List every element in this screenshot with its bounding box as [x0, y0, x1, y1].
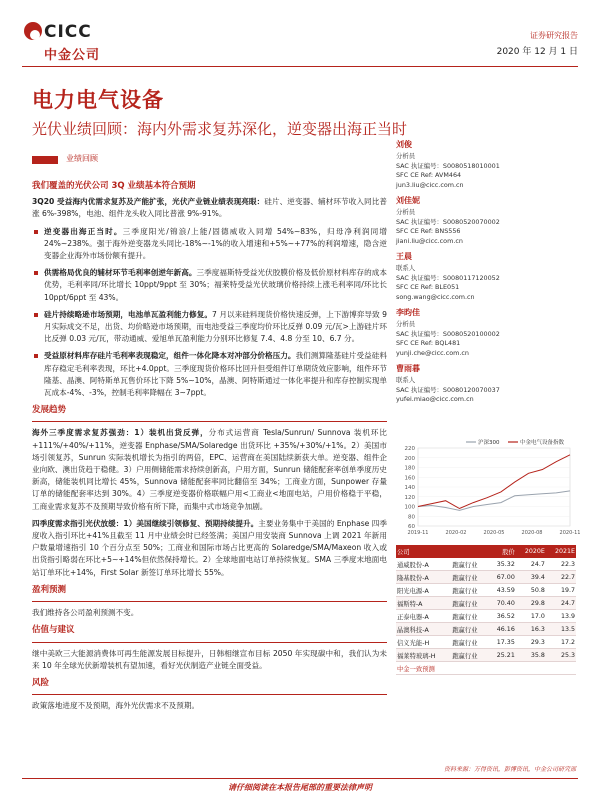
bullet-bold: 受益原材料库存硅片毛利率表现稳定，组件一体化降本对冲部分价格压力。: [44, 351, 296, 361]
bullet-item: [32, 350, 387, 399]
table-row: [396, 623, 576, 636]
bullet-bold: 硅片持续略逊市场预期，电池单瓦盈利能力修复。: [44, 309, 213, 319]
footer-divider: [22, 778, 578, 779]
analyst-sac-id: SAC 执证编号：S0080520100002: [396, 329, 500, 338]
section-divider: [32, 601, 387, 602]
analyst-role: 联系人: [396, 264, 416, 272]
table-row: [396, 584, 576, 597]
analyst-name: 刘俊: [396, 140, 412, 149]
legend-label: 中金电气设备指数: [520, 440, 565, 446]
table-header-cell: [451, 545, 488, 558]
y-tick-label: 160: [404, 475, 415, 482]
y-tick-label: 60: [408, 524, 415, 530]
y-tick-label: 100: [404, 504, 415, 511]
series-line-cicc-electrical: [418, 455, 570, 509]
subsection-label: 业绩回顾: [66, 154, 98, 163]
section-divider: [32, 694, 387, 695]
table-cell: 29.3: [516, 636, 546, 649]
analyst-card: [396, 252, 576, 302]
intro-bold: 3Q20 受益海内优需求复苏及产能扩张，光伏产业链业绩表现亮眼：: [32, 197, 265, 207]
y-tick-label: 120: [404, 494, 415, 501]
analyst-role: 分析员: [396, 152, 416, 160]
table-row: [396, 636, 576, 649]
sector-title: 电力电气设备: [32, 88, 164, 112]
section-divider: [32, 421, 387, 422]
analyst-name: 李昀佳: [396, 308, 420, 317]
y-tick-label: 140: [404, 485, 415, 491]
logo-text-cn: 中金公司: [44, 48, 101, 63]
forecast-title: 盈利预测: [32, 584, 67, 595]
bullet-bold: 供需格局优良的辅材环节毛利率创逆年新高。: [44, 268, 197, 278]
table-cell: 跑赢行业: [451, 610, 488, 623]
trend-p2-text: 主要业务集中于美国的 Enphase 四季度收入指引环比+41%且截至 11 月中业绩会时已经签满；美国户用安装商 Sunnova 上调 2021 年新用户数量增速指引 10 个百分点至 50%；工商业和国际市场占比更高的 Solaredge/SMA/Maxeon 收入或出货指引略弱在环比+5~+14%但依然保持增长。2）全球地面电站订单持续恢复。SMA 三季度末地面电站订单环比+14%，First Solar 新签订单环比增长 55%。: [32, 518, 388, 577]
table-cell: 阳光电源-A: [396, 584, 451, 597]
bullet-text: 我们测算隆基硅片受益硅料库存稳定毛利率表现，环比+4.0ppt。三季度现货价格环比回升但受组件订单期货效应影响，组件环节隆基、晶澳、阿特斯单瓦售价环比下降 5%~10%，晶澳、阿特斯通过一体化率提升和库存控制实现单瓦成本-4%、-3%，控制毛利率降幅在 3~7ppt。: [44, 351, 388, 398]
analyst-sac-id: SAC 执证编号：S0080117120052: [396, 273, 500, 282]
analyst-role: 分析员: [396, 320, 416, 328]
analyst-role: 分析员: [396, 208, 416, 216]
table-row: [396, 558, 576, 571]
analyst-sfc-ref: SFC CE Ref: BLE051: [396, 283, 460, 291]
y-tick-label: 200: [404, 455, 415, 462]
bullet-item: [32, 226, 387, 263]
table-cell: 17.2: [546, 636, 576, 649]
table-cell: 隆基股份-A: [396, 571, 451, 584]
risk-text: 政策落地进度不及预期，海外光伏需求不及预期。: [32, 701, 200, 711]
analyst-sfc-ref: SFC CE Ref: AVM464: [396, 171, 462, 179]
analyst-card: [396, 364, 576, 405]
trend-title: 发展趋势: [32, 405, 67, 416]
analyst-sac-id: SAC 执证编号：S0080520070002: [396, 217, 500, 226]
analyst-sac-id: SAC 执证编号：S0080518010001: [396, 161, 500, 170]
table-cell: 晶澳科技-A: [396, 623, 451, 636]
table-cell: 信义光能-H: [396, 636, 451, 649]
table-cell: 17.0: [516, 610, 546, 623]
analyst-email[interactable]: jiani.liu@cicc.com.cn: [396, 236, 463, 245]
valuation-text: 继中美欧三大能源消费体可再生能源发展目标提升，日韩相继宣布目标 2050 年实现碳中和，我们认为未来 10 年全球光伏新增装机有望加速，看好光伏制造产业链全面受益。: [32, 648, 387, 670]
table-cell: 13.9: [546, 610, 576, 623]
table-cell: 跑赢行业: [451, 597, 488, 610]
subsection-marker: [32, 156, 58, 164]
table-cell: 跑赢行业: [451, 623, 488, 636]
section-title: 我们覆盖的光伏公司 3Q 业绩基本符合预期: [32, 181, 196, 191]
analyst-sfc-ref: SFC CE Ref: BNS556: [396, 227, 461, 235]
bullet-text: 三季度福斯特受益光伏胶膜价格及低价原材料库存的成本优势，毛利率同/环比增长 10ppt/9ppt 至 30%；福莱特受益光伏玻璃价格持续上涨毛利率同/环比长 10ppt/6ppt 至 43%。: [44, 268, 388, 302]
risk-title: 风险: [32, 677, 50, 688]
table-cell: 正泰电器-A: [396, 610, 451, 623]
table-cell: 17.35: [488, 636, 515, 649]
table-cell: 16.3: [516, 623, 546, 636]
trend-p2-bold: 四季度需求指引光伏放缓：1）美国继续引领修复、预期持续提升。: [32, 518, 259, 528]
table-cell: 39.4: [516, 571, 546, 584]
trend-paragraph-1: [32, 427, 387, 512]
report-headline: 光伏业绩回顾：海内外需求复苏深化，逆变器出海正当时: [32, 120, 408, 138]
x-tick-label: 2020-02: [445, 530, 467, 536]
bullet-text: 三季度阳光/锦浪/上能/固德威收入同增 54%~83%，归母净利润同增 24%~238%。强于海外逆变器龙头同比-18%~-1%的收入增速和+5%~+77%的利润增速，隐含逆变器企业海外市场份额有提升。: [44, 226, 387, 261]
table-cell: 跑赢行业: [451, 584, 488, 597]
intro-paragraph: [32, 196, 387, 220]
section-divider: [32, 642, 387, 643]
x-tick-label: 2020-08: [521, 530, 543, 536]
trend-p1-bold: 海外三季度需求复苏强劲：1）装机出货反弹，: [32, 428, 209, 438]
table-cell: 22.7: [546, 571, 576, 584]
table-cell: 跑赢行业: [451, 558, 488, 571]
logo-text-en: CICC: [44, 22, 92, 42]
table-header-cell: 公司: [396, 545, 451, 558]
valuation-table: [396, 545, 576, 675]
main-body: [32, 180, 387, 717]
y-tick-label: 220: [404, 446, 415, 452]
table-cell: 46.16: [488, 623, 515, 636]
table-cell: 跑赢行业: [451, 636, 488, 649]
legal-footer: 请仔细阅读在本报告尾部的重要法律声明: [228, 783, 372, 792]
x-tick-label: 2020-11: [559, 530, 581, 536]
analyst-role: 联系人: [396, 376, 416, 384]
source-note: 资料来源：万得资讯，彭博资讯，中金公司研究部: [443, 766, 576, 773]
table-cell: 67.00: [488, 571, 515, 584]
legend-label: 沪深300: [478, 440, 500, 446]
table-header-cell: 2021E: [546, 545, 576, 558]
analyst-email[interactable]: yunji.che@cicc.com.cn: [396, 348, 469, 357]
table-cell: 29.8: [516, 597, 546, 610]
intro-text: 硅片、逆变器、辅材环节收入同比普涨 6%-398%，电池、组件龙头收入同比普涨 9%-91%。: [32, 197, 388, 219]
analyst-email[interactable]: song.wang@cicc.com.cn: [396, 292, 475, 301]
bullet-text: 7 月以来硅料现货价格快速反弹，上下游博弈导致 9 月实际成交不足，出货、均价略逊市场预期，而电池受益三季度均价环比反弹 0.09 元/瓦>上游硅片环比反弹 0.03 元/瓦，带动通威、爱旭单瓦盈利能力分别环比修复 7.4、4.8 分至 10、6.7 分。: [44, 309, 387, 344]
bullet-item: [32, 309, 387, 346]
table-cell: 24.7: [546, 597, 576, 610]
header-divider: [22, 66, 578, 67]
series-line-csi300: [418, 491, 570, 511]
table-cell: 跑赢行业: [451, 571, 488, 584]
analyst-name: 王晨: [396, 252, 412, 261]
trend-paragraph-2: [32, 518, 387, 579]
table-cell: 35.32: [488, 558, 515, 571]
x-tick-label: 2019-11: [407, 530, 429, 536]
table-cell: 35.8: [516, 649, 546, 662]
bullet-bold: 逆变器出海正当时。: [44, 226, 123, 236]
table-cell: 70.40: [488, 597, 515, 610]
table-row: [396, 649, 576, 662]
table-cell: 福莱特玻璃-H: [396, 649, 451, 662]
logo-mark-inner: [30, 30, 40, 40]
table-cell: 福斯特-A: [396, 597, 451, 610]
table-cell: 22.3: [546, 558, 576, 571]
forecast-text: 我们维持各公司盈利预测不变。: [32, 608, 139, 618]
analyst-email[interactable]: yufei.miao@cicc.com.cn: [396, 395, 474, 403]
valuation-title: 估值与建议: [32, 625, 75, 636]
analyst-list: [396, 140, 576, 411]
table-cell: 24.7: [516, 558, 546, 571]
y-tick-label: 180: [404, 465, 415, 472]
table-header-cell: 股价: [488, 545, 515, 558]
analyst-sfc-ref: SFC CE Ref: BQL481: [396, 339, 461, 347]
performance-chart: [396, 432, 581, 542]
table-cell: 25.21: [488, 649, 515, 662]
analyst-email[interactable]: jun3.liu@cicc.com.cn: [396, 180, 464, 189]
table-cell: 19.7: [546, 584, 576, 597]
table-cell: 通威股份-A: [396, 558, 451, 571]
table-cell: 43.59: [488, 584, 515, 597]
table-cell: 25.3: [546, 649, 576, 662]
table-cell: 13.5: [546, 623, 576, 636]
analyst-name: 曹雨暮: [396, 364, 420, 373]
table-cell: 50.8: [516, 584, 546, 597]
y-tick-label: 80: [408, 514, 415, 521]
table-note: 中金一致预测: [396, 662, 576, 675]
analyst-name: 刘佳妮: [396, 196, 420, 205]
x-tick-label: 2020-05: [483, 530, 505, 536]
report-type: 证券研究报告: [530, 31, 578, 40]
table-cell: 跑赢行业: [451, 649, 488, 662]
trend-p1-text: 分布式运营商 Tesla/Sunrun/ Sunnova 装机环比 +111%/+40%/+11%，逆变器 Enphase/SMA/Solaredge 出货环比 +35%/+30%/+1%。2）美国市场引领复苏，Sunrun 实际装机增长为指引的两倍，EPC、运营商在美国陆续新获大单。逆变器、组件企业向欧、澳出货趋于稳健。3）户用侧储能需求持续创新高，户用方面，Sunrun 储能配套率创单季度历史新高，储能装机同比增长 45%，Sunnova 储能配套率同比翻倍至 34%；工商业方面，Sunpower 存量订单的储能配套率达到 30%。4）三季度逆变器价格联幅户用<工商业<地面电站，户用价格稳于平稳，工商业需求复苏不及预期导致价格有所下降，而集中式市场竞争加剧。: [32, 428, 387, 511]
table-row: [396, 610, 576, 623]
bullet-item: [32, 267, 387, 304]
table-cell: 36.52: [488, 610, 515, 623]
analyst-sac-id: SAC 执证编号：S0080120070037: [396, 385, 500, 394]
table-row: [396, 597, 576, 610]
analyst-card: [396, 140, 576, 190]
analyst-card: [396, 308, 576, 358]
table-note-row: [396, 662, 576, 675]
table-header-cell: 2020E: [516, 545, 546, 558]
report-date: 2020 年 12 月 1 日: [496, 47, 578, 57]
analyst-card: [396, 196, 576, 246]
table-row: [396, 571, 576, 584]
